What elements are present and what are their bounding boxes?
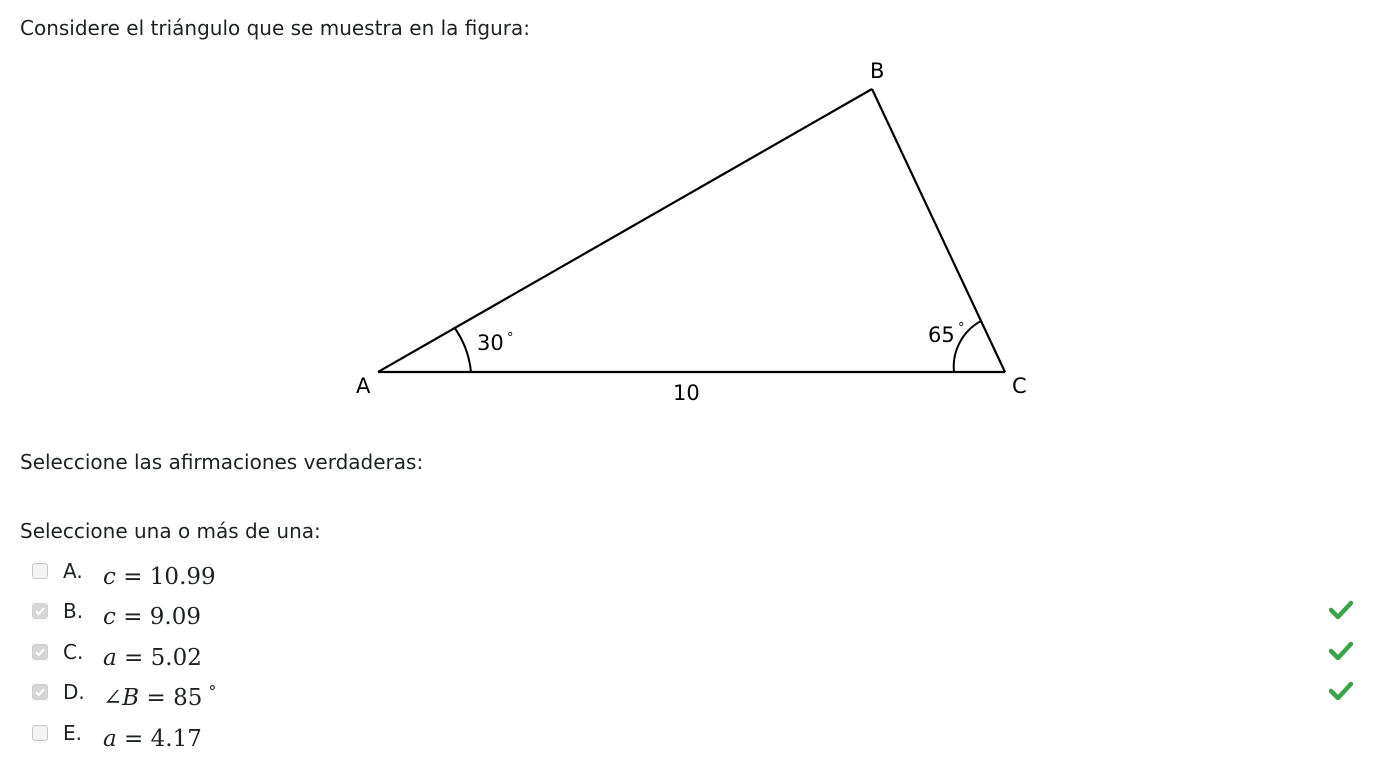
vertex-label-a: A (356, 374, 371, 398)
checkbox[interactable] (32, 644, 48, 660)
answer-option-c[interactable] (0, 636, 1376, 670)
checkbox[interactable] (32, 684, 48, 700)
angle-a-label: 30 (477, 331, 504, 355)
math-rhs: 9.09 (149, 604, 202, 630)
angle-a-degree: ° (507, 331, 514, 346)
correct-check-icon (1329, 680, 1353, 702)
math-rhs: 10.99 (149, 564, 216, 590)
option-math (103, 638, 208, 672)
angle-c-label: 65 (928, 323, 955, 347)
math-op: = (115, 564, 150, 590)
question-intro: Considere el triángulo que se muestra en la figura: (20, 16, 530, 40)
option-letter: A. (63, 559, 83, 583)
angle-a-arc (454, 327, 471, 372)
math-lhs: a (103, 645, 117, 671)
math-lhs: c (103, 564, 116, 590)
checkmark-icon (34, 686, 46, 698)
vertex-label-c: C (1012, 374, 1027, 398)
option-letter: E. (63, 721, 82, 745)
side-ac-label: 10 (673, 381, 700, 405)
option-letter: B. (63, 599, 84, 623)
option-letter: C. (63, 640, 84, 664)
checkbox[interactable] (32, 563, 48, 579)
math-lhs: c (103, 604, 116, 630)
answer-option-e[interactable] (0, 717, 1376, 751)
side-ab (378, 89, 872, 372)
answer-option-b[interactable] (0, 595, 1376, 629)
angle-c-degree: ° (958, 321, 965, 336)
triangle-sides (378, 89, 1005, 372)
vertex-label-b: B (870, 59, 885, 83)
answer-option-d[interactable] (0, 676, 1376, 710)
option-letter: D. (63, 680, 85, 704)
checkmark-icon (34, 605, 46, 617)
answer-option-a[interactable] (0, 555, 1376, 589)
math-lhs: a (103, 726, 117, 752)
option-math (103, 678, 216, 712)
answer-instruction: Seleccione una o más de una: (20, 519, 321, 543)
math-rhs: 4.17 (150, 726, 202, 752)
option-math (103, 557, 222, 591)
math-op: = (115, 604, 150, 630)
math-op: = (116, 645, 151, 671)
math-op: = (116, 726, 151, 752)
correct-check-icon (1329, 599, 1353, 621)
math-op: = (139, 685, 174, 711)
question-prompt: Seleccione las afirmaciones verdaderas: (20, 450, 424, 474)
option-math (103, 719, 208, 753)
checkmark-icon (34, 646, 46, 658)
math-rhs: 85 (173, 685, 203, 711)
math-lhs: ∠B (103, 685, 140, 711)
math-rhs: 5.02 (150, 645, 202, 671)
checkbox[interactable] (32, 603, 48, 619)
option-math (103, 597, 207, 631)
correct-check-icon (1329, 640, 1353, 662)
math-degree: ° (208, 682, 217, 701)
triangle-figure (340, 50, 1060, 420)
checkbox[interactable] (32, 725, 48, 741)
